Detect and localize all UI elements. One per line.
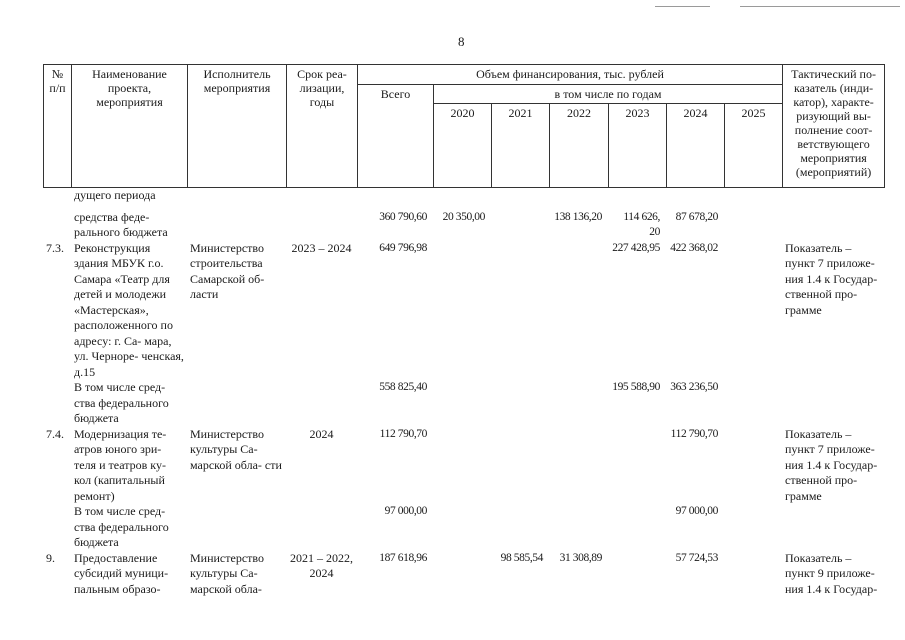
row-y2025	[724, 210, 782, 241]
row-y2021	[491, 427, 549, 505]
row-period: 2021 – 2022, 2024	[290, 550, 353, 580]
row-name: В том числе сред- ства федерального бюджета	[74, 380, 169, 425]
header-year: 2020	[434, 104, 492, 188]
row-y2024: 87 678,20	[675, 210, 718, 223]
row-y2020	[433, 504, 491, 551]
header-by-years: в том числе по годам	[434, 85, 783, 104]
row-y2025	[724, 551, 782, 598]
row-no	[43, 210, 71, 241]
row-y2022	[549, 504, 608, 551]
top-rule	[655, 6, 710, 7]
table-header	[43, 64, 885, 188]
table-row	[43, 241, 884, 381]
header-year: 2021	[492, 104, 550, 188]
row-executor	[187, 380, 286, 427]
row-name: Предоставление субсидий муници- пальным образо-	[74, 550, 169, 596]
table-row	[43, 551, 884, 598]
row-name: В том числе сред- ства федерального бюджета	[74, 504, 169, 549]
row-y2023	[608, 427, 666, 505]
row-indicator	[782, 504, 884, 551]
row-y2022	[549, 241, 608, 381]
row-empty	[187, 188, 884, 204]
header-period: Срок реа- лизации, годы	[287, 65, 358, 188]
row-y2025	[724, 380, 782, 427]
row-y2022: 31 308,89	[559, 551, 602, 564]
row-y2022	[549, 427, 608, 505]
row-no	[43, 380, 71, 427]
row-executor: Министерство строительства Самарской об- ласти	[190, 240, 265, 301]
row-name: Реконструкция здания МБУК г.о. Самара «Театр для детей и молодежи «Мастерская», расположенного по адресу: г. Са- мара, ул. Черноре- ченская, д.15	[74, 240, 184, 379]
row-y2024: 363 236,50	[670, 381, 718, 393]
row-y2020: 20 350,00	[442, 210, 485, 223]
row-y2020	[433, 551, 491, 598]
header-name: Наименование проекта, мероприятия	[72, 65, 188, 188]
row-total: 112 790,70	[379, 427, 427, 440]
row-period	[286, 380, 357, 427]
header-year: 2025	[725, 104, 783, 188]
row-name: средства феде- рального бюджета	[74, 209, 168, 239]
row-y2023: 227 428,95	[612, 241, 660, 254]
row-no	[43, 188, 71, 204]
row-y2023: 195 588,90	[612, 381, 660, 393]
row-no	[43, 504, 71, 551]
header-no: № п/п	[44, 65, 72, 188]
row-y2020	[433, 380, 491, 427]
row-y2021	[491, 210, 549, 241]
header-executor: Исполнитель мероприятия	[188, 65, 287, 188]
row-y2023	[608, 504, 666, 551]
row-y2023: 114 626, 20	[623, 210, 660, 238]
header-year: 2023	[609, 104, 667, 188]
row-name: дущего периода	[74, 188, 156, 202]
row-indicator: Показатель – пункт 7 приложе- ния 1.4 к Государ- ственной про- грамме	[785, 240, 878, 317]
row-no: 7.3.	[46, 240, 64, 255]
table-row	[43, 380, 884, 427]
row-total: 649 796,98	[379, 241, 427, 254]
row-y2024: 112 790,70	[670, 427, 718, 440]
page-number: 8	[458, 34, 465, 49]
row-y2025	[724, 427, 782, 505]
table-row	[43, 188, 884, 204]
row-indicator: Показатель – пункт 9 приложе- ния 1.4 к Государ-	[785, 550, 878, 596]
row-y2020	[433, 427, 491, 505]
row-y2022: 138 136,20	[554, 210, 602, 223]
row-no: 9.	[46, 550, 55, 565]
row-total: 558 825,40	[379, 381, 427, 393]
table-body	[43, 188, 884, 597]
row-y2024: 57 724,53	[675, 551, 718, 564]
row-indicator	[782, 380, 884, 427]
row-y2025	[724, 504, 782, 551]
row-y2025	[724, 241, 782, 381]
row-total: 360 790,60	[379, 210, 427, 223]
row-y2021	[491, 504, 549, 551]
row-total: 187 618,96	[379, 551, 427, 564]
row-period	[286, 504, 357, 551]
row-no: 7.4.	[46, 426, 64, 441]
row-y2021	[491, 241, 549, 381]
row-executor	[187, 210, 286, 241]
row-executor: Министерство культуры Са- марской обла- сти	[190, 426, 282, 472]
row-y2022	[549, 380, 608, 427]
header-financing: Объем финансирования, тыс. рублей	[358, 65, 783, 85]
table-row	[43, 504, 884, 551]
header-total: Всего	[358, 85, 434, 188]
row-executor	[187, 504, 286, 551]
row-indicator: Показатель – пункт 7 приложе- ния 1.4 к Государ- ственной про- грамме	[785, 426, 878, 503]
row-period: 2023 – 2024	[291, 240, 352, 255]
row-y2023	[608, 551, 666, 598]
row-period	[286, 210, 357, 241]
row-y2024: 97 000,00	[675, 505, 718, 517]
row-y2021: 98 585,54	[500, 551, 543, 564]
row-executor: Министерство культуры Са- марской обла-	[190, 550, 264, 596]
row-period: 2024	[309, 426, 334, 441]
row-y2024: 422 368,02	[670, 241, 718, 254]
top-rule	[740, 6, 900, 7]
row-y2021	[491, 380, 549, 427]
table-row	[43, 210, 884, 241]
row-total: 97 000,00	[384, 505, 427, 517]
header-indicator: Тактический по- казатель (инди- катор), характе- ризующий вы- полнение соот- ветствующего мероприятия (мероприятий)	[783, 65, 885, 188]
table-row	[43, 427, 884, 505]
row-y2020	[433, 241, 491, 381]
row-name: Модернизация те- атров юного зри- теля и театров ку- кол (капитальный ремонт)	[74, 426, 167, 503]
row-indicator	[782, 210, 884, 241]
header-year: 2022	[550, 104, 609, 188]
header-year: 2024	[667, 104, 725, 188]
